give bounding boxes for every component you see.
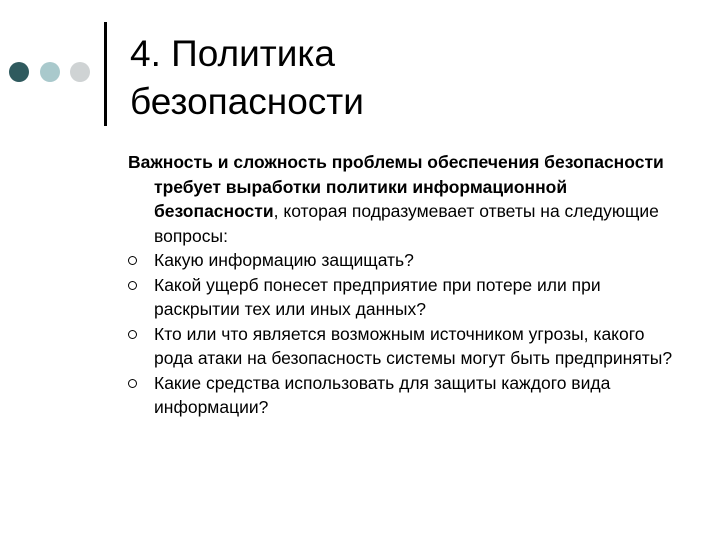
slide-body <box>128 150 688 420</box>
question-text: Какие средства использовать для защиты каждого вида информации? <box>154 372 611 417</box>
decorative-dot-dark <box>9 62 29 82</box>
title-divider <box>104 22 107 126</box>
list-item <box>128 273 688 322</box>
hollow-circle-bullet-icon <box>128 281 137 290</box>
slide-title <box>130 30 690 126</box>
hollow-circle-bullet-icon <box>128 330 137 339</box>
slide-title-line-2: безопасности <box>130 81 364 122</box>
question-text: Какую информацию защищать? <box>154 250 414 270</box>
intro-bold-text: Важность и сложность проблемы обеспечения безопасности требует выработки политики информационной безопасности <box>128 152 664 221</box>
question-text: Кто или что является возможным источником угрозы, какого рода атаки на безопасность системы могут быть предприняты? <box>154 323 673 368</box>
decorative-dot-light <box>70 62 90 82</box>
hollow-circle-bullet-icon <box>128 379 137 388</box>
hollow-circle-bullet-icon <box>128 256 137 265</box>
question-text: Какой ущерб понесет предприятие при потере или при раскрытии тех или иных данных? <box>154 274 601 319</box>
list-item <box>128 322 688 371</box>
question-list <box>128 248 688 420</box>
slide-title-line-1: 4. Политика <box>130 33 335 74</box>
intro-paragraph <box>128 150 688 248</box>
list-item <box>128 248 688 273</box>
intro-rest-text: , которая подразумевает ответы на следующие вопросы: <box>154 201 659 246</box>
decorative-dot-mid <box>40 62 60 82</box>
list-item <box>128 371 688 420</box>
